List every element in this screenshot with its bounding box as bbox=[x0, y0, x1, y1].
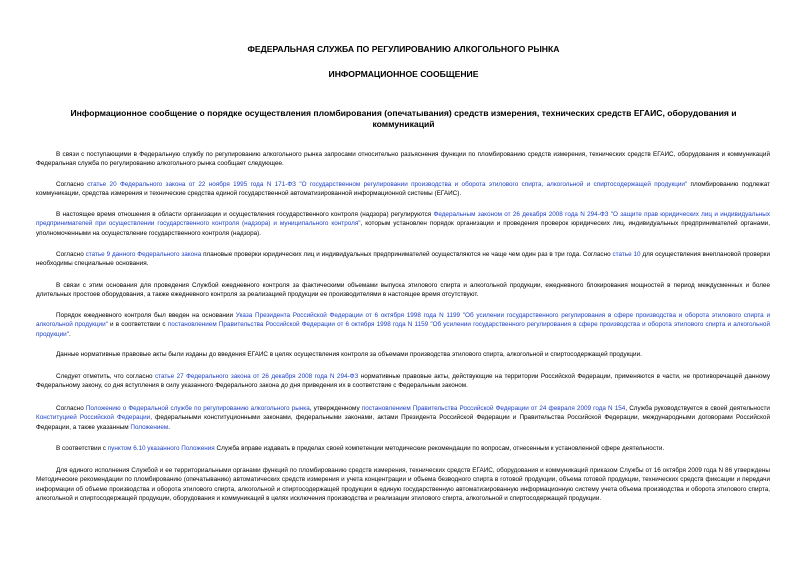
paragraph-text: В соответствии с bbox=[56, 445, 108, 452]
paragraph-text: Данные нормативные правовые акты были изданы до введения ЕГАИС в целях осуществления контроля за объемами производства этилового спирта, алкогольной и спиртосодержащей продукции. bbox=[56, 351, 642, 358]
paragraph bbox=[36, 180, 770, 199]
paragraph bbox=[36, 281, 770, 300]
paragraph bbox=[36, 350, 770, 359]
paragraph-text: Согласно bbox=[56, 181, 88, 188]
paragraph-text: , федеральными конституционными законами, федеральными законами, актами Президента Российской Федерации и Правительства Российской Федерации, международными договорами Российской Федерации, а также указанным bbox=[36, 414, 770, 431]
paragraph bbox=[36, 250, 770, 269]
document-title: Информационное сообщение о порядке осуществления пломбирования (опечатывания) средств измерения, технических средств ЕГАИС, оборудования и коммуникаций bbox=[70, 108, 737, 129]
paragraph bbox=[36, 311, 770, 339]
paragraph bbox=[36, 372, 770, 391]
legal-reference-link[interactable]: статье 20 Федерального закона от 22 ноября 1995 года N 171-ФЗ "О государственном регулировании производства и оборота этилового спирта, алкогольной и спиртосодержащей продукции" bbox=[87, 181, 688, 188]
paragraph-text: , которым установлен порядок организации и проведения проверок юридических лиц, индивидуальных предпринимателей органами, уполномоченными на осуществление государственного контроля (надзора). bbox=[36, 220, 770, 237]
legal-reference-link[interactable]: пунктом 6.10 указанного Положения bbox=[107, 445, 215, 452]
paragraph-text: Для единого исполнения Службой и ее территориальными органами функций по пломбированию средств измерения, технических средств ЕГАИС, оборудования и коммуникаций приказом Службы от 16 октября 2009 года N 86 утверждены Методические рекомендации по пломбированию (опечатыванию) автоматических средств измерения и учета концентрации и объема безводного спирта в готовой продукции, объема готовой продукции, технических средств фиксации и передачи информации об объеме производства и оборота этилового спирта, алкогольной и спиртосодержащей продукции в единую государственную автоматизированную информационную систему учета объема производства и оборота этилового спирта, алкогольной и спиртосодержащей продукции, оборудования и коммуникаций в целях исключения производства и реализации этилового спирта, алкогольной и спиртосодержащей продукции. bbox=[36, 467, 770, 503]
agency-heading: ФЕДЕРАЛЬНАЯ СЛУЖБА ПО РЕГУЛИРОВАНИЮ АЛКОГОЛЬНОГО РЫНКА bbox=[247, 44, 560, 54]
paragraph bbox=[36, 404, 770, 432]
paragraph-text: нормативные правовые акты, действующие на территории Российской Федерации, применяются в части, не противоречащей данному Федеральному закону, со дня вступления в силу указанного Федерального закона до дня приведения их в соответствие с Федеральным законом. bbox=[36, 373, 771, 390]
paragraph bbox=[36, 210, 770, 238]
legal-reference-link[interactable]: Конституцией Российской Федерации bbox=[36, 414, 151, 422]
legal-reference-link[interactable]: Федеральным законом от 26 декабря 2008 года N 294-ФЗ "О защите прав юридических лиц и индивидуальных предпринимателей при осуществлении государственного контроля (надзора) и муниципального контроля" bbox=[36, 211, 770, 228]
legal-reference-link[interactable]: Положению о Федеральной службе по регулированию алкогольного рынка bbox=[85, 405, 310, 412]
legal-reference-link[interactable]: статье 10 bbox=[612, 251, 641, 258]
paragraph-text: В настоящее время отношения в области организации и осуществления государственного контроля (надзора) регулируются bbox=[56, 211, 434, 218]
paragraph-text: Следует отметить, что согласно bbox=[56, 373, 155, 380]
paragraph-text: Согласно bbox=[56, 405, 86, 412]
paragraph-text: , утвержденному bbox=[309, 405, 362, 412]
paragraph-text: В связи с этим основания для проведения Службой ежедневного контроля за фактическими объемами выпуска этилового спирта и алкогольной продукции, ежедневного блокирования мощностей в период междусменных и более длительных простоев оборудования, а также ежедневного контроля за реализацией продукции ее производителями в настоящее время отсутствуют. bbox=[36, 282, 770, 299]
paragraph-text: Служба вправе издавать в пределах своей компетенции методические рекомендации по вопросам, отнесенным к установленной сфере деятельности. bbox=[214, 445, 665, 452]
paragraph-text: . bbox=[168, 423, 171, 431]
paragraph-text: пломбированию подлежат коммуникации, средства измерения и технические средства единой государственной автоматизированной информационной системы (ЕГАИС). bbox=[36, 181, 771, 198]
paragraph-text: Согласно bbox=[56, 251, 86, 258]
doc-type-heading: ИНФОРМАЦИОННОЕ СООБЩЕНИЕ bbox=[328, 69, 479, 79]
legal-reference-link[interactable]: постановлением Правительства Российской Федерации от 24 февраля 2009 года N 154 bbox=[361, 405, 626, 412]
paragraph-text: В связи с поступающими в Федеральную службу по регулированию алкогольного рынка запросами относительно разъяснения функции по пломбированию средств измерения, технических средств ЕГАИС, оборудования и коммуникаций Федеральная служба по регулированию алкогольного рынка сообщает следующее. bbox=[36, 151, 770, 168]
paragraph-text: плановые проверки юридических лиц и индивидуальных предпринимателей осуществляются не чаще чем один раз в три года. Согласно bbox=[201, 251, 613, 258]
paragraph bbox=[36, 466, 770, 504]
paragraph-text: Порядок ежедневного контроля был введен на основании bbox=[56, 312, 236, 319]
legal-reference-link[interactable]: статье 9 данного Федерального закона bbox=[85, 251, 202, 258]
paragraph bbox=[36, 444, 770, 453]
paragraph-text: для осуществления внеплановой проверки необходимы специальные основания. bbox=[36, 251, 770, 268]
legal-reference-link[interactable]: постановлением Правительства Российской Федерации от 6 октября 1998 года N 1159 "Об усилении государственного регулирования в сфере производства и оборота этилового спирта и алкогольной продукции" bbox=[36, 321, 770, 338]
legal-reference-link[interactable]: Указа Президента Российской Федерации от 6 октября 1998 года N 1199 "Об усилении государственного регулирования в сфере производства и оборота этилового спирта и алкогольной продукции" bbox=[36, 312, 770, 329]
paragraph-text: , Служба руководствуется в своей деятельности bbox=[625, 405, 770, 412]
legal-reference-link[interactable]: Положением bbox=[130, 423, 169, 431]
paragraph bbox=[36, 150, 770, 169]
paragraph-text: . bbox=[68, 330, 71, 338]
paragraph-text: и в соответствии с bbox=[107, 321, 168, 329]
legal-reference-link[interactable]: статье 27 Федерального закона от 26 декабря 2008 года N 294-ФЗ bbox=[155, 373, 359, 380]
